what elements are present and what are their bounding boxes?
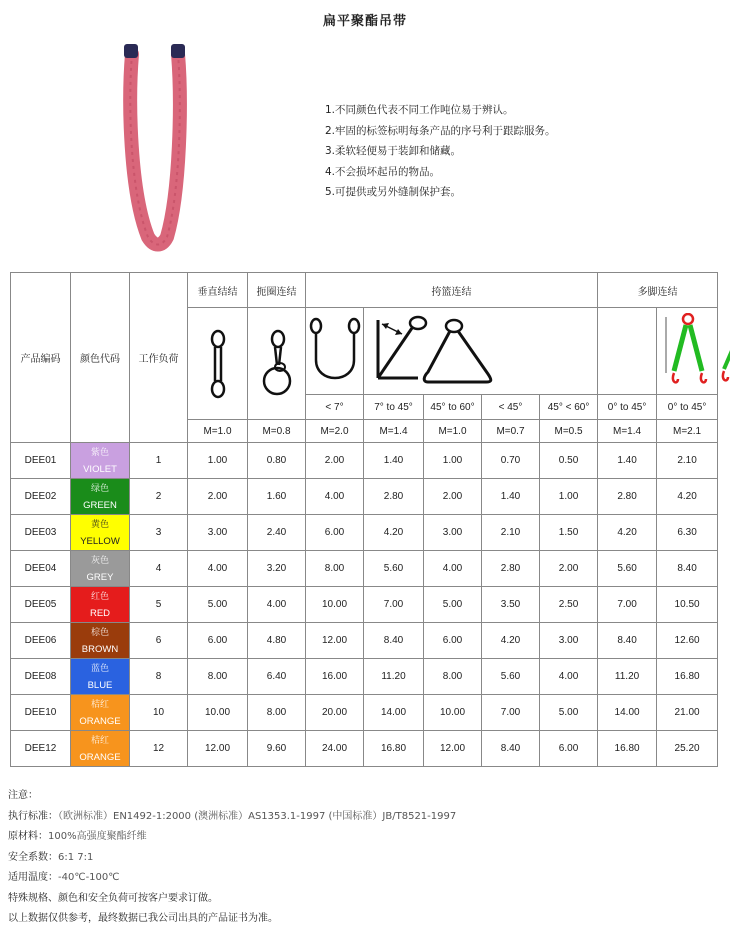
load-value-cell: 4.20 [482,623,540,659]
header-vertical: 垂直结结 [188,273,248,308]
load-value-cell: 1.50 [540,515,598,551]
table-row [11,515,718,551]
color-name-zh: 黄色 [90,519,109,530]
color-name-en: VIOLET [83,463,117,475]
product-code-cell: DEE03 [11,515,71,551]
load-value-cell: 10.00 [188,695,248,731]
table-row [11,731,718,767]
notes-section [8,786,456,930]
angle-cell: 7° to 45° [364,395,424,420]
basket-wide-icon [602,316,652,386]
factor-cell: M=0.8 [248,420,306,443]
factor-cell: M=1.0 [188,420,248,443]
factor-cell: M=0.7 [482,420,540,443]
color-swatch [71,695,129,730]
working-load-cell: 1 [130,443,188,479]
color-code-cell [71,623,130,659]
vertical-hitch-diagram [188,308,248,420]
color-code-cell [71,587,130,623]
load-value-cell: 4.20 [598,515,657,551]
color-name-en: ORANGE [79,715,121,727]
color-code-cell [71,479,130,515]
load-value-cell: 2.00 [188,479,248,515]
load-value-cell: 6.00 [424,623,482,659]
load-value-cell: 2.80 [598,479,657,515]
load-value-cell: 3.00 [188,515,248,551]
load-value-cell: 1.60 [248,479,306,515]
color-name-en: ORANGE [79,751,121,763]
color-code-cell [71,731,130,767]
load-value-cell: 1.40 [482,479,540,515]
basket-wide-diagram [598,308,657,395]
load-value-cell: 4.00 [248,587,306,623]
header-product-code: 产品编码 [11,273,71,443]
factor-cell: M=1.4 [598,420,657,443]
table-row [11,443,718,479]
color-name-en: BROWN [81,643,119,655]
notes-temperature: 适用温度：-40℃-100℃ [8,872,120,883]
color-name-zh: 紫色 [90,447,109,458]
load-value-cell: 5.00 [188,587,248,623]
load-value-cell: 2.00 [306,443,364,479]
factor-cell: M=2.0 [306,420,364,443]
load-value-cell: 25.20 [657,731,718,767]
load-value-cell: 0.70 [482,443,540,479]
load-value-cell: 14.00 [364,695,424,731]
load-value-cell: 1.00 [188,443,248,479]
product-code-cell: DEE05 [11,587,71,623]
load-value-cell: 4.00 [540,659,598,695]
load-value-cell: 3.50 [482,587,540,623]
color-code-cell [71,515,130,551]
load-value-cell: 12.00 [188,731,248,767]
notes-custom: 特殊规格、颜色和安全负荷可按客户要求订做。 [8,892,218,904]
table-row [11,587,718,623]
load-value-cell: 8.00 [306,551,364,587]
notes-heading: 注意： [8,790,38,801]
product-code-cell: DEE04 [11,551,71,587]
load-value-cell: 10.00 [424,695,482,731]
load-value-cell: 8.00 [188,659,248,695]
working-load-cell: 5 [130,587,188,623]
load-value-cell: 8.40 [482,731,540,767]
basket-straight-diagram [306,308,364,395]
notes-safety-factor: 安全系数：6:1 7:1 [8,851,94,863]
load-value-cell: 12.00 [424,731,482,767]
color-name-en: BLUE [87,679,113,691]
color-name-en: RED [89,607,111,619]
factor-cell: M=1.4 [364,420,424,443]
load-value-cell: 6.40 [248,659,306,695]
color-name-zh: 桔红 [90,699,109,710]
angle-cell: 45° < 60° [540,395,598,420]
basket-angle-diagram [364,308,598,395]
two-leg-diagram [657,308,718,395]
feature-item: 5.可提供或另外缝制保护套。 [325,186,462,198]
load-value-cell: 9.60 [248,731,306,767]
load-value-cell: 16.80 [657,659,718,695]
two-leg-sling-icon [662,313,712,389]
load-value-cell: 16.00 [306,659,364,695]
page-title: 扁平聚酯吊带 [322,14,407,29]
notes-standards: 执行标准：（欧洲标准）EN1492-1:2000 (澳洲标准）AS1353.1-1997 (中国标准）JB/T8521-1997 [8,810,457,822]
notes-material: 原材料：100%高强度聚酯纤维 [8,831,147,842]
four-leg-sling-icon [718,313,730,389]
load-value-cell: 3.20 [248,551,306,587]
product-code-cell: DEE12 [11,731,71,767]
working-load-cell: 8 [130,659,188,695]
load-value-cell: 2.00 [540,551,598,587]
load-value-cell: 8.00 [424,659,482,695]
color-swatch [71,443,129,478]
load-value-cell: 2.80 [482,551,540,587]
load-value-cell: 16.80 [364,731,424,767]
notes-disclaimer: 以上数据仅供参考，最终数据已我公司出具的产品证书为准。 [8,913,278,924]
working-load-cell: 6 [130,623,188,659]
load-value-cell: 8.40 [598,623,657,659]
load-value-cell: 14.00 [598,695,657,731]
feature-item: 4.不会损坏起吊的物品。 [325,165,441,178]
load-value-cell: 2.00 [424,479,482,515]
factor-cell: M=2.1 [657,420,718,443]
load-value-cell: 10.50 [657,587,718,623]
load-value-cell: 4.00 [188,551,248,587]
load-value-cell: 5.00 [540,695,598,731]
load-value-cell: 6.00 [306,515,364,551]
feature-list [325,100,556,203]
color-name-zh: 灰色 [90,555,109,566]
vertical-hitch-icon [203,329,233,399]
load-value-cell: 7.00 [598,587,657,623]
table-row [11,659,718,695]
header-working-load: 工作负荷 [130,273,188,443]
color-name-zh: 蓝色 [90,663,109,674]
load-value-cell: 21.00 [657,695,718,731]
working-load-cell: 12 [130,731,188,767]
header-color-code: 颜色代码 [71,273,130,443]
factor-cell: M=1.0 [424,420,482,443]
load-value-cell: 12.60 [657,623,718,659]
load-value-cell: 8.40 [657,551,718,587]
load-value-cell: 5.00 [424,587,482,623]
working-load-cell: 4 [130,551,188,587]
load-value-cell: 11.20 [364,659,424,695]
load-value-cell: 11.20 [598,659,657,695]
load-value-cell: 8.00 [248,695,306,731]
feature-item: 2.牢固的标签标明每条产品的序号利于跟踪服务。 [325,124,556,137]
load-value-cell: 4.00 [424,551,482,587]
color-name-en: YELLOW [80,535,120,547]
table-row [11,695,718,731]
load-value-cell: 1.40 [598,443,657,479]
basket-straight-icon [308,316,362,386]
color-name-zh: 绿色 [90,483,109,494]
color-swatch [71,479,129,514]
color-name-zh: 棕色 [90,627,109,638]
product-code-cell: DEE01 [11,443,71,479]
basket-angle-icon [368,314,594,388]
working-load-cell: 2 [130,479,188,515]
color-name-en: GREEN [83,499,117,511]
color-swatch [71,731,129,766]
load-spec-table [10,272,718,767]
load-value-cell: 1.00 [424,443,482,479]
load-value-cell: 0.50 [540,443,598,479]
load-value-cell: 2.40 [248,515,306,551]
header-multi-leg: 多脚连结 [598,273,718,308]
load-value-cell: 5.60 [482,659,540,695]
load-value-cell: 6.00 [540,731,598,767]
load-value-cell: 4.20 [657,479,718,515]
header-choke: 扼圈连结 [248,273,306,308]
load-value-cell: 2.10 [482,515,540,551]
load-value-cell: 24.00 [306,731,364,767]
table-row [11,623,718,659]
load-value-cell: 8.40 [364,623,424,659]
color-swatch [71,551,129,586]
load-value-cell: 4.20 [364,515,424,551]
load-value-cell: 6.30 [657,515,718,551]
load-value-cell: 4.80 [248,623,306,659]
load-value-cell: 1.40 [364,443,424,479]
load-value-cell: 2.10 [657,443,718,479]
working-load-cell: 3 [130,515,188,551]
product-code-cell: DEE06 [11,623,71,659]
color-code-cell [71,659,130,695]
product-code-cell: DEE08 [11,659,71,695]
load-value-cell: 6.00 [188,623,248,659]
load-value-cell: 2.80 [364,479,424,515]
feature-item: 3.柔软轻便易于装卸和储藏。 [325,145,462,157]
angle-cell: < 7° [306,395,364,420]
color-swatch [71,659,129,694]
table-row [11,551,718,587]
color-name-en: GREY [86,571,114,583]
color-swatch [71,623,129,658]
feature-item: 1.不同颜色代表不同工作吨位易于辨认。 [325,104,514,116]
color-swatch [71,587,129,622]
choke-hitch-diagram [248,308,306,420]
angle-cell: 0° to 45° [598,395,657,420]
load-value-cell: 10.00 [306,587,364,623]
choke-hitch-icon [260,329,294,399]
load-value-cell: 16.80 [598,731,657,767]
product-code-cell: DEE02 [11,479,71,515]
angle-cell: < 45° [482,395,540,420]
table-row [11,479,718,515]
product-code-cell: DEE10 [11,695,71,731]
angle-cell: 0° to 45° [657,395,718,420]
load-value-cell: 7.00 [482,695,540,731]
angle-cell: 45° to 60° [424,395,482,420]
load-value-cell: 1.00 [540,479,598,515]
color-swatch [71,515,129,550]
color-code-cell [71,443,130,479]
factor-cell: M=0.5 [540,420,598,443]
color-code-cell [71,551,130,587]
load-value-cell: 5.60 [598,551,657,587]
load-value-cell: 0.80 [248,443,306,479]
sling-product-photo [110,42,200,257]
color-name-zh: 红色 [90,591,109,602]
load-value-cell: 2.50 [540,587,598,623]
load-value-cell: 4.00 [306,479,364,515]
load-value-cell: 5.60 [364,551,424,587]
color-code-cell [71,695,130,731]
working-load-cell: 10 [130,695,188,731]
load-value-cell: 12.00 [306,623,364,659]
load-value-cell: 7.00 [364,587,424,623]
header-basket: 挎篮连结 [306,273,598,308]
color-name-zh: 桔红 [90,735,109,746]
load-value-cell: 3.00 [540,623,598,659]
load-value-cell: 20.00 [306,695,364,731]
load-value-cell: 3.00 [424,515,482,551]
